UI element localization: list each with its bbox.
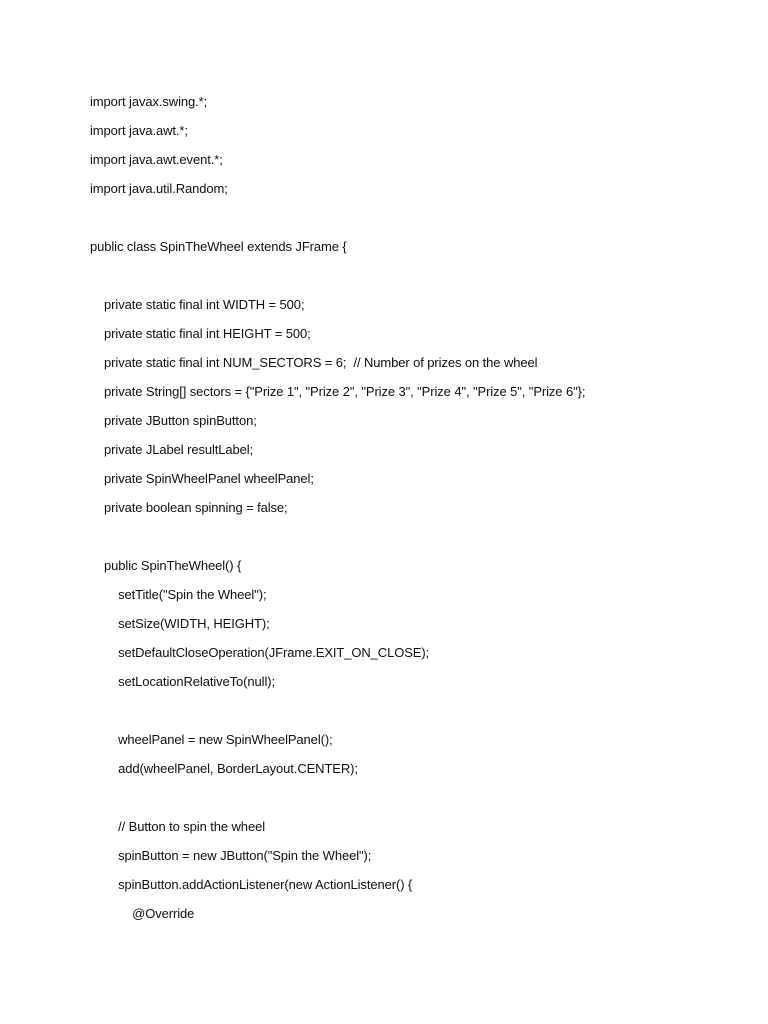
code-line: private String[] sectors = {"Prize 1", "Prize 2", "Prize 3", "Prize 4", "Prize 5", "Prize 6"}; (90, 384, 586, 399)
blank-line (90, 527, 730, 556)
code-line: import java.awt.*; (90, 123, 188, 138)
code-line: private static final int WIDTH = 500; (90, 297, 305, 312)
code-line: @Override (90, 906, 195, 921)
blank-line (90, 701, 730, 730)
code-line: setLocationRelativeTo(null); (90, 674, 275, 689)
code-line: setDefaultCloseOperation(JFrame.EXIT_ON_CLOSE); (90, 645, 430, 660)
code-comment-line: // Button to spin the wheel (90, 819, 265, 834)
code-line: private SpinWheelPanel wheelPanel; (90, 471, 314, 486)
code-line: setTitle("Spin the Wheel"); (90, 587, 267, 602)
code-line: spinButton = new JButton("Spin the Wheel"); (90, 848, 372, 863)
code-line: setSize(WIDTH, HEIGHT); (90, 616, 270, 631)
code-line: private JButton spinButton; (90, 413, 257, 428)
code-block (90, 92, 730, 933)
blank-line (90, 266, 730, 295)
code-line: add(wheelPanel, BorderLayout.CENTER); (90, 761, 358, 776)
blank-line (90, 788, 730, 817)
code-line: wheelPanel = new SpinWheelPanel(); (90, 732, 333, 747)
code-line: private JLabel resultLabel; (90, 442, 254, 457)
code-line: public SpinTheWheel() { (90, 558, 242, 573)
code-line: import javax.swing.*; (90, 94, 208, 109)
code-line: public class SpinTheWheel extends JFrame { (90, 239, 347, 254)
code-line: spinButton.addActionListener(new ActionListener() { (90, 877, 413, 892)
code-line: import java.util.Random; (90, 181, 228, 196)
code-line: private static final int NUM_SECTORS = 6; // Number of prizes on the wheel (90, 355, 538, 370)
blank-line (90, 208, 730, 237)
code-line: private boolean spinning = false; (90, 500, 288, 515)
code-line: import java.awt.event.*; (90, 152, 223, 167)
code-line: private static final int HEIGHT = 500; (90, 326, 311, 341)
